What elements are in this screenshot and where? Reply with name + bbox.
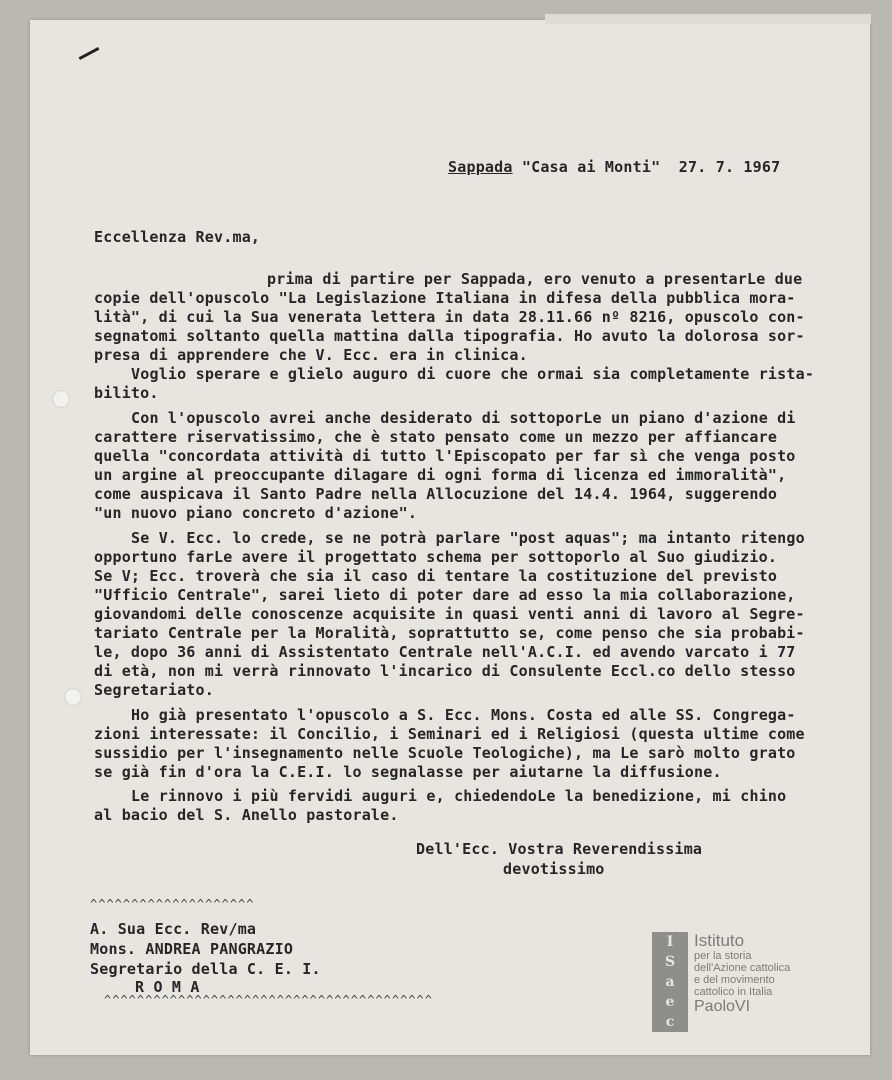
paragraph-line: sussidio per l'insegnamento nelle Scuole Teologiche), ma Le sarò molto grato bbox=[94, 744, 796, 762]
closing-signature: devotissimo bbox=[503, 860, 605, 878]
paragraph-line: presa di apprendere che V. Ecc. era in clinica. bbox=[94, 346, 528, 364]
paragraph-line: segnatomi soltanto quella mattina dalla tipografia. Ho avuto la dolorosa sor- bbox=[94, 327, 805, 345]
header-place: Sappada bbox=[448, 158, 513, 176]
punch-hole bbox=[52, 390, 70, 408]
paragraph-line: quella "concordata attività di tutto l'Episcopato per far sì che venga posto bbox=[94, 447, 796, 465]
header-house: "Casa ai Monti" bbox=[521, 158, 661, 176]
paragraph-line: se già fin d'ora la C.E.I. lo segnalasse per aiutarne la diffusione. bbox=[94, 763, 722, 781]
closing-formula: Dell'Ecc. Vostra Reverendissima bbox=[416, 840, 703, 858]
paragraph-line: Ho già presentato l'opuscolo a S. Ecc. Mons. Costa ed alle SS. Congrega- bbox=[131, 706, 796, 724]
paper-edge bbox=[545, 14, 871, 24]
paragraph-line: zioni interessate: il Concilio, i Seminari ed i Religiosi (questa ultime come bbox=[94, 725, 805, 743]
paragraph-line: carattere riservatissimo, che è stato pensato come un mezzo per affiancare bbox=[94, 428, 778, 446]
paragraph-line: al bacio del S. Anello pastorale. bbox=[94, 806, 399, 824]
paragraph-line: di età, non mi verrà rinnovato l'incarico di Consulente Eccl.co dello stesso bbox=[94, 662, 796, 680]
paragraph-line: un argine al preoccupante dilagare di ogni forma di licenza ed immoralità", bbox=[94, 466, 787, 484]
separator-top: ^^^^^^^^^^^^^^^^^^^^ bbox=[90, 897, 255, 911]
paragraph-line: le, dopo 36 anni di Assistentato Centrale nell'A.C.I. ed avendo varcato i 77 bbox=[94, 643, 796, 661]
paragraph-line: lità", di cui la Sua venerata lettera in data 28.11.66 nº 8216, opuscolo con- bbox=[94, 308, 805, 326]
paragraph-line: Segretariato. bbox=[94, 681, 214, 699]
address-city: R O M A bbox=[135, 978, 200, 996]
paragraph-line: come auspicava il Santo Padre nella Allocuzione del 14.4. 1964, suggerendo bbox=[94, 485, 778, 503]
paragraph-line: bilito. bbox=[94, 384, 159, 402]
institute-logo-text: Istituto per la storia dell'Azione cattolica e del movimento cattolico in Italia PaoloVI bbox=[694, 931, 791, 1015]
paragraph-line: "un nuovo piano concreto d'azione". bbox=[94, 504, 418, 522]
paragraph-line: Con l'opuscolo avrei anche desiderato di sottoporLe un piano d'azione di bbox=[131, 409, 796, 427]
paragraph-line: Se V; Ecc. troverà che sia il caso di tentare la costituzione del previsto bbox=[94, 567, 778, 585]
paragraph-line: giovandomi delle conoscenze acquisite in quasi venti anni di lavoro al Segre- bbox=[94, 605, 805, 623]
header-date: 27. 7. 1967 bbox=[678, 158, 781, 176]
letter-header bbox=[448, 158, 780, 176]
address-line: Segretario della C. E. I. bbox=[90, 960, 321, 978]
paragraph-line: Le rinnovo i più fervidi auguri e, chiedendoLe la benedizione, mi chino bbox=[131, 787, 787, 805]
separator-bottom: ^^^^^^^^^^^^^^^^^^^^^^^^^^^^^^^^^^^^^^^^ bbox=[104, 993, 433, 1007]
punch-hole bbox=[64, 688, 82, 706]
institute-logo bbox=[652, 932, 802, 1032]
paragraph-line: Se V. Ecc. lo crede, se ne potrà parlare "post aquas"; ma intanto ritengo bbox=[131, 529, 805, 547]
paragraph-line: "Ufficio Centrale", sarei lieto di poter dare ad esso la mia collaborazione, bbox=[94, 586, 796, 604]
paragraph-line: prima di partire per Sappada, ero venuto a presentarLe due bbox=[267, 270, 803, 288]
paragraph-line: tariato Centrale per la Moralità, soprattutto se, come penso che sia probabi- bbox=[94, 624, 805, 642]
paragraph-line: copie dell'opuscolo "La Legislazione Italiana in difesa della pubblica mora- bbox=[94, 289, 796, 307]
paragraph-line: Voglio sperare e glielo auguro di cuore che ormai sia completamente rista- bbox=[131, 365, 815, 383]
address-line: Mons. ANDREA PANGRAZIO bbox=[90, 940, 294, 958]
institute-logo-mark: I S a e c bbox=[652, 932, 688, 1032]
salutation: Eccellenza Rev.ma, bbox=[94, 228, 261, 246]
paragraph-line: opportuno farLe avere il progettato schema per sottoporlo al Suo giudizio. bbox=[94, 548, 778, 566]
address-line: A. Sua Ecc. Rev/ma bbox=[90, 920, 257, 938]
